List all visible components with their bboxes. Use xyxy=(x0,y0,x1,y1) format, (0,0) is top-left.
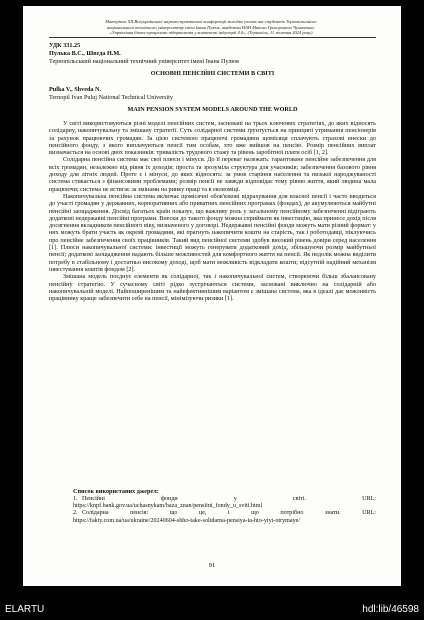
paragraph: Змішана модель поєднує елементи як солідарної, так і накопичувальної систем, створюючи більш збалансовану пенсійну стратегію. У сучасному світі рідко зустрічаються системи, засновані виключно на солідарній або накопичувальній моделі. Найпоширенішим та найефективнішим варіантом є змішана система, яка в ідеалі дає можливість працівнику краще забезпечити себе на пенсії, мінімізуючи ризики [1]. xyxy=(49,273,376,303)
authors-ua: Пулька В.С., Шведа Н.М. xyxy=(49,50,121,57)
paragraph: Солідарна пенсійна система має свої плюси і мінуси. До її переваг належать: гарантоване пенсійне забезпечення для всіх громадян, незалежно від рівня їх доходів; проста та зрозуміла структура для учасників; забезпечення базового рівня доходу для літніх людей. Проте є і мінуси, до яких відносять: за умов старіння населення та низької народжуваності система стикається з фінансовими проблемами; розмір пенсії не завжди відповідає тому рівню життя, який людина мала працюючи; система не встигає за змінами на ринку праці та в економіці. xyxy=(49,156,376,193)
title-en: MAIN PENSION SYSTEM MODELS AROUND THE WORLD xyxy=(127,106,298,113)
reference-url[interactable]: https://knpf.bank.gov.ua/uchasnykam/baza_znan/pensiini_fondy_u_sviti.html xyxy=(73,503,263,510)
authors-en: Pulka V., Shveda N. xyxy=(49,86,102,93)
header-line: «Управління бізнес-процесами підприємств у контексті індустрії 4.0», (Тернопіль, 11 жовтня 2024 року) xyxy=(109,30,313,36)
reference-label: Солідарна пенсія: що це, і що потрібно знати. URL: xyxy=(82,510,376,517)
reference-url[interactable]: https://fakty.com.ua/ua/ukraine/20240604-shho-take-solidarna-pensiya-ta-hto-yiyi-otrymaye/ xyxy=(73,517,301,524)
conference-header xyxy=(35,19,387,36)
affiliation-ua: Тернопільський національний технічний університет імені Івана Пулюя xyxy=(49,58,239,65)
reference-label: Пенсійні фонди у світі. URL: xyxy=(82,496,376,502)
page-number: 91 xyxy=(208,562,216,569)
header-line: національного технічного університету імені Івана Пулюя, академіка НАН Миколи Григоровича Чумаченка: xyxy=(106,24,316,30)
header-rule xyxy=(49,37,376,38)
document-page xyxy=(23,6,401,586)
reference-item xyxy=(73,510,376,517)
references-title: Список використаних джерел: xyxy=(73,488,159,495)
paragraph: Накопичувальна пенсійна система включає щомісячні обов'язкові відрахування для власної пенсії і часто вводиться до участі громадян у державних, корпоративних або приватних пенсійних програмах (фондах), де акумулюються майбутні пенсійні заощадження. Досвід багатьох країн показує, що важливу роль у загальному пенсійному забезпеченні відіграють додаткові недержавні пенсійні програми. Внески до такого фонду можна сприймати як інвестицію, яка принесе дохід після досягнення вкладником пенсійного віку, визначеного у договорі. Недержавні пенсійні фонди можуть мати різний формат: у них можуть брати участь як окремі громадяни, які прагнуть накопичити кошти на старість, так і роботодавці, піклуючись про пенсійне забезпечення своїх працівників. Такий вид пенсійної системи здобув високий рівень довіри серед населення [1]. Плюси накопичувальної системи: інвестиції можуть генерувати додатковий дохід, збільшуючи розмір майбутньої пенсії; додаткові заощадження надають більше можливостей для комфортного життя на пенсії. Як недолік можна виділити потребу в стабільному і достатньо високому доході, щоб мати можливість відкладати кошти; відсутній надійний механізм інвестування коштів фондом [2]. xyxy=(49,192,376,273)
reference-number: 1. xyxy=(73,496,78,502)
body-text xyxy=(49,120,376,302)
repository-name: ELARTU xyxy=(5,604,45,615)
udk-code: УДК 331.25 xyxy=(49,42,81,49)
footer-bar xyxy=(0,598,424,620)
references-list xyxy=(73,496,376,525)
reference-number: 2. xyxy=(73,510,78,517)
header-line: Матеріали XII Всеукраїнської науково-практичної конференції молодих учених та студентів Тернопільського xyxy=(105,19,317,24)
paragraph: У світі використовуються різні моделі пенсійних систем, засновані на трьох ключових стратегіях, до яких відносять солідарну, накопичувальну та змішану стратегії. Суть солідарної системи ґрунтується на принципі утримання пенсіонерів за рахунок працюючих громадян. За цією системою працюючі громадяни щомісяця сплачують страхові внески до пенсійного фонду, з якого виплачуються пенсії тим особам, хто вже вийшов на пенсію. Розмір пенсійних виплат визначається на основі двох показників: тривалість трудового стажу та рівень заробітної плати осіб [1, 2]. xyxy=(49,120,376,157)
affiliation-en: Ternopil Ivan Puluj National Technical University xyxy=(49,94,173,101)
handle-id: hdl:lib/46598 xyxy=(362,604,419,615)
title-ua: ОСНОВНІ ПЕНСІЙНІ СИСТЕМИ В СВІТІ xyxy=(150,70,275,77)
